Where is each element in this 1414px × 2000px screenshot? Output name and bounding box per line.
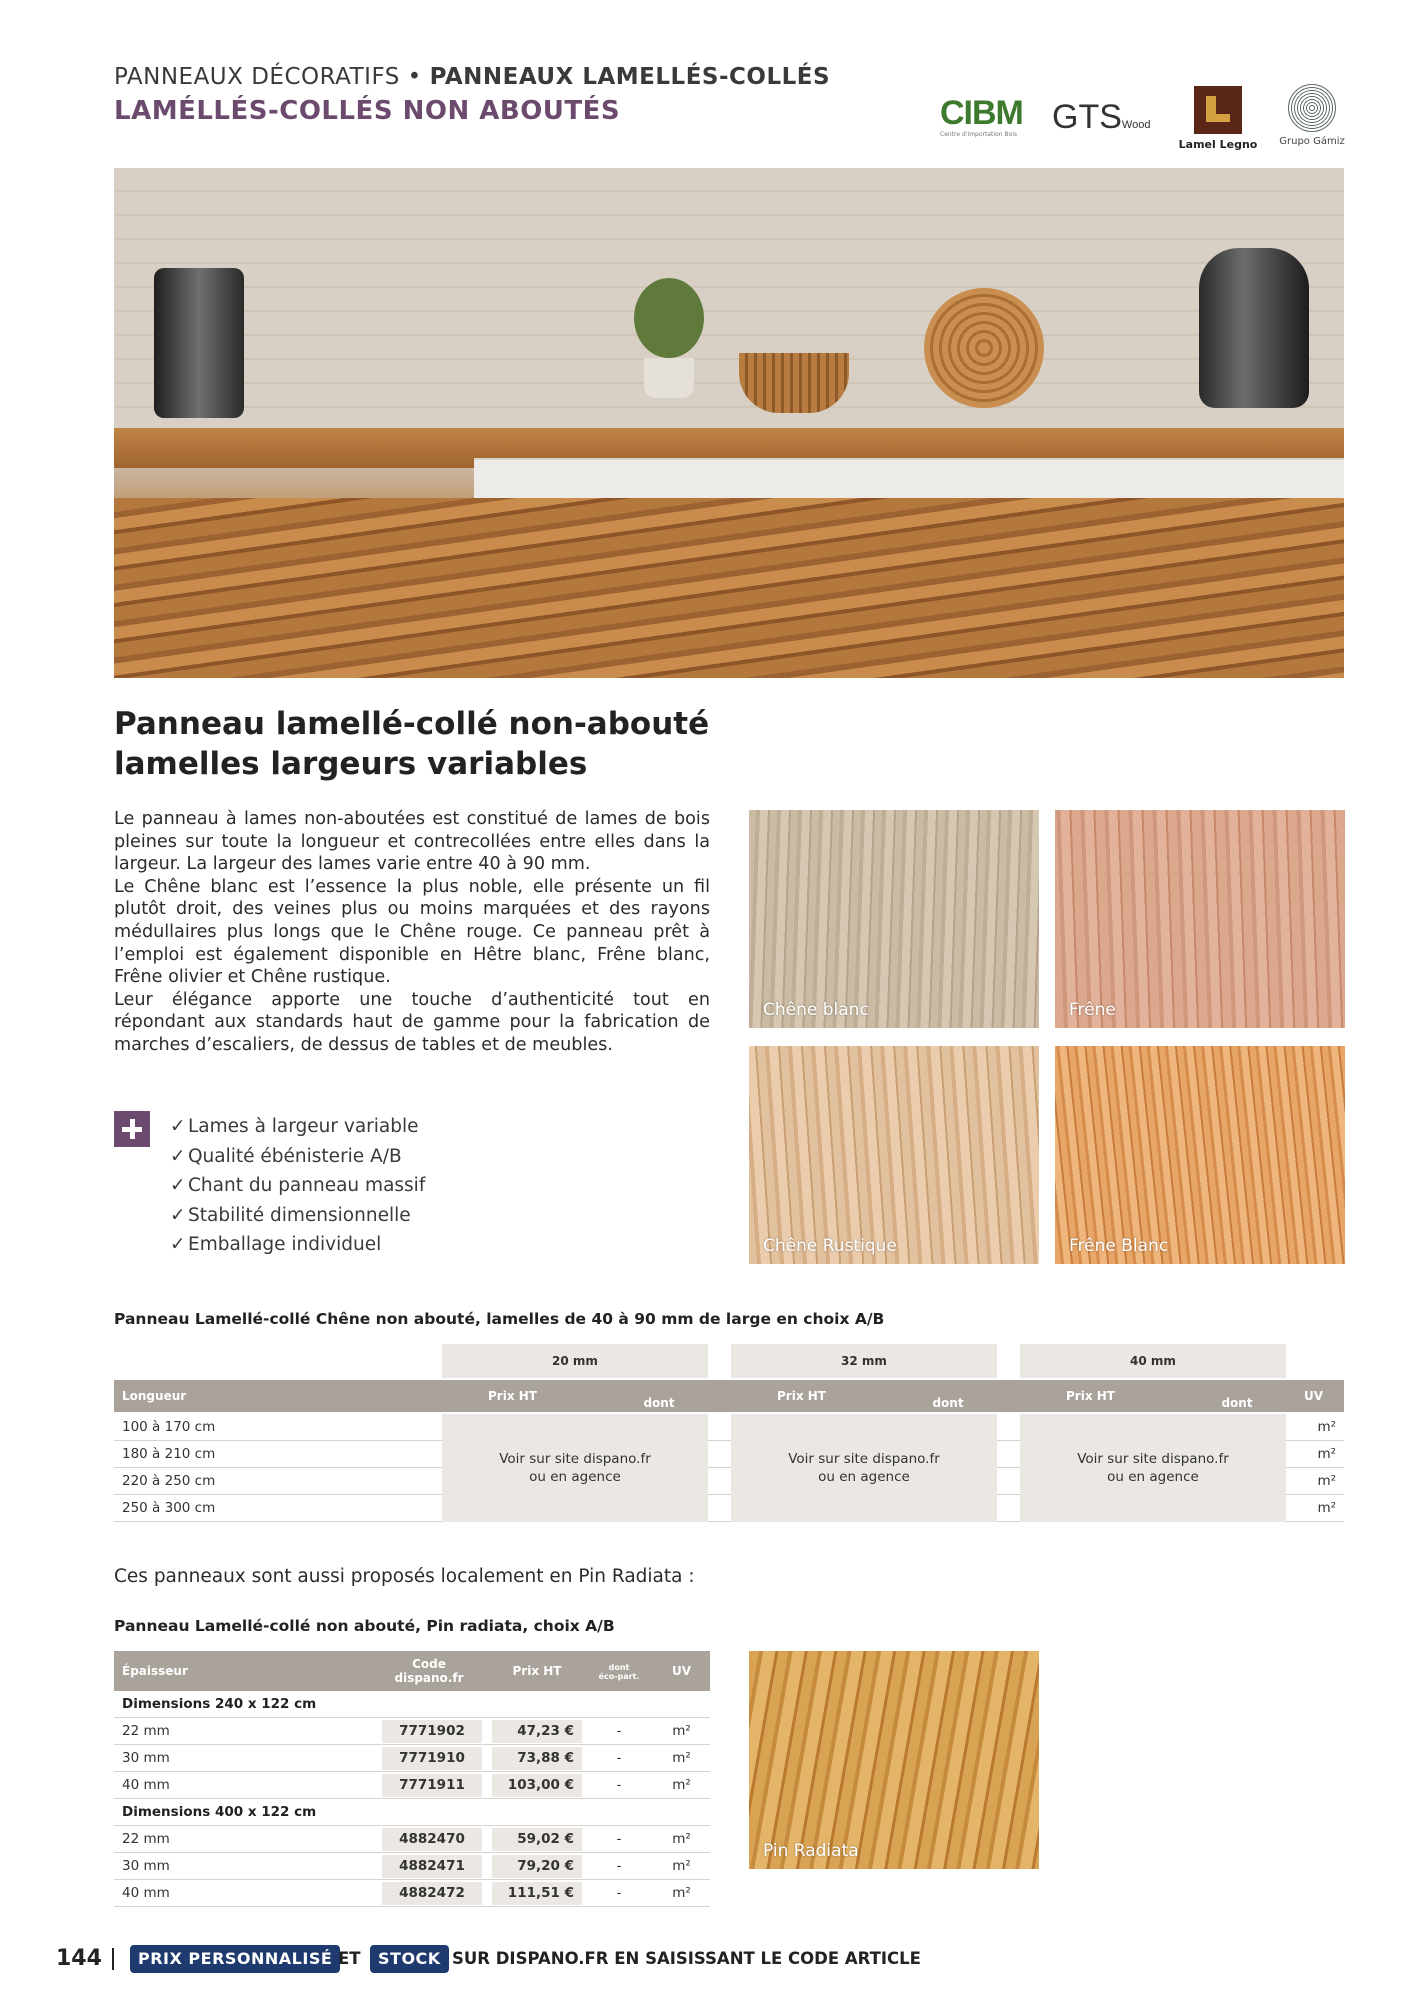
price-note-line-1: Voir sur site dispano.fr <box>788 1451 940 1467</box>
swatch-frene <box>1055 810 1345 1028</box>
price-note-40 <box>1020 1414 1286 1522</box>
col-header-code-line-1: Code <box>412 1657 446 1671</box>
col-header-thickness: Épaisseur <box>122 1664 188 1678</box>
page-number: 144 <box>56 1946 102 1971</box>
hero-plant-pot <box>644 358 694 398</box>
check-icon: ✓ <box>170 1204 186 1226</box>
cell-uv: m² <box>1317 1473 1336 1489</box>
footer-tag-prix: PRIX PERSONNALISÉ <box>130 1945 340 1973</box>
plus-icon <box>114 1111 150 1147</box>
group-label-400: Dimensions 400 x 122 cm <box>114 1799 710 1826</box>
col-header-eco-line-2: éco-part. <box>598 1672 640 1681</box>
product-title-line-1: Panneau lamellé-collé non-abouté <box>114 706 710 742</box>
thickness-header-20: 20 mm <box>442 1344 708 1378</box>
swatch-chene-rustique <box>749 1046 1039 1264</box>
price-note-20 <box>442 1414 708 1522</box>
col-header-eco <box>584 1663 654 1681</box>
thickness-header-32: 32 mm <box>731 1344 997 1378</box>
check-icon: ✓ <box>170 1175 186 1196</box>
col-header-uv: UV <box>1304 1389 1324 1403</box>
table-radiata-header-row <box>114 1651 710 1691</box>
col-header-eco-line-1: dont <box>643 1396 675 1410</box>
cell-uv: m² <box>672 1831 691 1847</box>
cell-thickness: 22 mm <box>122 1723 170 1739</box>
cell-code: 4882470 <box>382 1828 482 1851</box>
price-note-line-2: ou en agence <box>818 1469 910 1485</box>
col-header-eco-line-1: dont <box>932 1396 964 1410</box>
footer-text: SUR DISPANO.FR EN SAISISSANT LE CODE ARTICLE <box>452 1949 921 1968</box>
cell-price: 73,88 € <box>492 1747 582 1770</box>
cell-length: 250 à 300 cm <box>122 1500 216 1516</box>
cell-price: 103,00 € <box>492 1774 582 1797</box>
price-note-line-2: ou en agence <box>529 1469 621 1485</box>
feature-item <box>170 1201 425 1231</box>
table-chene-header-row <box>114 1380 1344 1412</box>
footer-divider <box>112 1948 114 1970</box>
table-row <box>114 1826 710 1853</box>
category-secondary: PANNEAUX LAMELLÉS-COLLÉS <box>429 64 831 90</box>
gts-logo-suffix: Wood <box>1121 119 1151 131</box>
feature-item <box>170 1142 425 1172</box>
cell-thickness: 30 mm <box>122 1750 170 1766</box>
feature-label: Qualité ébénisterie A/B <box>188 1145 402 1167</box>
cell-price: 111,51 € <box>492 1882 582 1905</box>
price-note-line-1: Voir sur site dispano.fr <box>1077 1451 1229 1467</box>
brand-logos <box>940 84 1350 158</box>
gts-wood-logo <box>1052 98 1172 137</box>
feature-item <box>170 1112 425 1142</box>
cell-code: 4882472 <box>382 1882 482 1905</box>
swatch-label: Chêne Rustique <box>763 1236 897 1256</box>
cibm-logo-tagline: Centre d'Importation Bois <box>940 131 1017 138</box>
category-breadcrumb <box>114 64 830 90</box>
swatch-pin-radiata <box>749 1651 1039 1869</box>
gts-logo-text: GTS <box>1052 98 1122 136</box>
cell-price: 79,20 € <box>492 1855 582 1878</box>
lamel-legno-mark-icon <box>1194 86 1242 134</box>
feature-item <box>170 1230 425 1260</box>
thickness-header-40: 40 mm <box>1020 1344 1286 1378</box>
feature-label: Chant du panneau massif <box>188 1175 426 1196</box>
swatch-label: Chêne blanc <box>763 1000 869 1020</box>
product-title-line-2: lamelles largeurs variables <box>114 746 588 782</box>
footer-and: ET <box>338 1949 361 1968</box>
feature-label: Stabilité dimensionnelle <box>188 1204 411 1226</box>
swatch-label: Frêne Blanc <box>1069 1236 1169 1256</box>
cibm-logo <box>940 94 1040 138</box>
cell-uv: m² <box>672 1885 691 1901</box>
cell-length: 100 à 170 cm <box>122 1419 216 1435</box>
hero-wooden-worktop <box>114 498 1344 678</box>
col-header-price: Prix HT <box>488 1389 537 1403</box>
cell-eco: - <box>616 1858 622 1874</box>
cell-thickness: 30 mm <box>122 1858 170 1874</box>
cell-uv: m² <box>672 1750 691 1766</box>
table-row <box>114 1745 710 1772</box>
feature-label: Emballage individuel <box>188 1234 382 1255</box>
cell-uv: m² <box>672 1777 691 1793</box>
col-header-price: Prix HT <box>512 1664 562 1678</box>
category-separator: • <box>399 64 430 90</box>
table-radiata <box>114 1651 710 1907</box>
col-header-code <box>374 1657 484 1685</box>
product-description <box>114 808 710 1057</box>
swatch-frene-blanc <box>1055 1046 1345 1264</box>
hero-plant <box>634 278 704 358</box>
hero-coffee-grinder <box>154 268 244 418</box>
radiata-note: Ces panneaux sont aussi proposés localement en Pin Radiata : <box>114 1566 695 1587</box>
col-header-price: Prix HT <box>777 1389 826 1403</box>
price-note-32 <box>731 1414 997 1522</box>
col-header-eco-line-1: dont <box>1221 1396 1253 1410</box>
cibm-logo-text: CIBM <box>940 94 1023 132</box>
lamel-legno-logo-text: Lamel Legno <box>1178 138 1258 151</box>
cell-eco: - <box>616 1723 622 1739</box>
hero-wall <box>114 168 1344 428</box>
cell-price: 47,23 € <box>492 1720 582 1743</box>
grupo-gamiz-ring-icon <box>1288 84 1336 132</box>
cell-eco: - <box>616 1750 622 1766</box>
cell-code: 4882471 <box>382 1855 482 1878</box>
check-icon: ✓ <box>170 1116 186 1137</box>
cell-thickness: 22 mm <box>122 1831 170 1847</box>
hero-basket <box>739 353 849 413</box>
cell-uv: m² <box>672 1858 691 1874</box>
table-row <box>114 1772 710 1799</box>
swatch-label: Frêne <box>1069 1000 1116 1020</box>
feature-list <box>170 1112 425 1260</box>
hero-kettle <box>1199 248 1309 408</box>
cell-length: 220 à 250 cm <box>122 1473 216 1489</box>
product-title <box>114 704 709 784</box>
check-icon: ✓ <box>170 1234 186 1255</box>
cell-uv: m² <box>1317 1419 1336 1435</box>
check-icon: ✓ <box>170 1145 186 1167</box>
category-primary: PANNEAUX DÉCORATIFS <box>114 64 400 90</box>
group-label-240: Dimensions 240 x 122 cm <box>114 1691 710 1718</box>
cell-uv: m² <box>1317 1446 1336 1462</box>
price-note-line-2: ou en agence <box>1107 1469 1199 1485</box>
table-row <box>114 1853 710 1880</box>
cell-length: 180 à 210 cm <box>122 1446 216 1462</box>
cell-thickness: 40 mm <box>122 1885 170 1901</box>
page-subtitle: LAMÉLLÉS-COLLÉS NON ABOUTÉS <box>114 96 621 126</box>
col-header-length: Longueur <box>122 1389 187 1403</box>
cell-code: 7771902 <box>382 1720 482 1743</box>
table-chene-title: Panneau Lamellé-collé Chêne non abouté, lamelles de 40 à 90 mm de large en choix A/B <box>114 1310 885 1328</box>
swatch-label: Pin Radiata <box>763 1841 859 1861</box>
table-radiata-title: Panneau Lamellé-collé non abouté, Pin radiata, choix A/B <box>114 1617 615 1635</box>
description-paragraph: Le Chêne blanc est l’essence la plus noble, elle présente un fil plutôt droit, des veines plus ou moins marquées et des rayons médullaires plus longs que le Chêne rouge. Ce panneau prêt à l’emploi est également disponible en Hêtre blanc, Frêne blanc, Frêne olivier et Chêne rustique. <box>114 876 710 988</box>
hero-kitchen-photo <box>114 168 1344 678</box>
footer-tag-stock: STOCK <box>370 1945 449 1973</box>
table-row <box>114 1718 710 1745</box>
cell-thickness: 40 mm <box>122 1777 170 1793</box>
cell-code: 7771911 <box>382 1774 482 1797</box>
col-header-price: Prix HT <box>1066 1389 1115 1403</box>
cell-uv: m² <box>672 1723 691 1739</box>
cell-code: 7771910 <box>382 1747 482 1770</box>
cell-eco: - <box>616 1885 622 1901</box>
table-chene <box>114 1344 1344 1524</box>
col-header-uv: UV <box>671 1664 692 1678</box>
hero-wooden-bowl <box>924 288 1044 408</box>
cell-uv: m² <box>1317 1500 1336 1516</box>
lamel-legno-logo <box>1176 86 1260 151</box>
grupo-gamiz-logo-text: Grupo Gámiz <box>1279 136 1345 147</box>
cell-eco: - <box>616 1831 622 1847</box>
grupo-gamiz-logo <box>1270 84 1354 147</box>
description-paragraph: Le panneau à lames non-aboutées est constitué de lames de bois pleines sur toute la longueur et contrecollées entre elles dans la largeur. La largeur des lames varie entre 40 à 90 mm. <box>114 809 710 875</box>
cell-price: 59,02 € <box>492 1828 582 1851</box>
price-note-line-1: Voir sur site dispano.fr <box>499 1451 651 1467</box>
feature-label: Lames à largeur variable <box>188 1116 419 1137</box>
cell-eco: - <box>616 1777 622 1793</box>
description-paragraph: Leur élégance apporte une touche d’authenticité tout en répondant aux standards haut de gamme pour la fabrication de marches d’escaliers, de dessus de tables et de meubles. <box>114 989 710 1055</box>
col-header-code-line-2: dispano.fr <box>394 1671 464 1685</box>
col-header-eco-line-1: dont <box>608 1663 630 1672</box>
feature-item <box>170 1171 425 1201</box>
swatch-chene-blanc <box>749 810 1039 1028</box>
table-row <box>114 1880 710 1907</box>
